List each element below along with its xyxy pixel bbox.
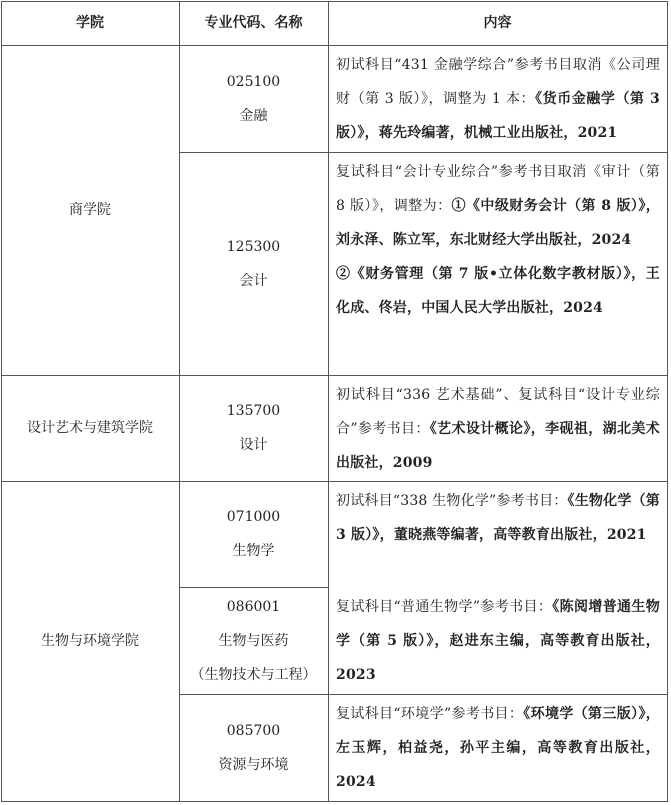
major-cell [179, 45, 328, 152]
major-name-note: （生物技术与工程） [190, 666, 317, 683]
content-paragraph [336, 257, 660, 325]
header-content [328, 1, 667, 45]
major-cell [179, 481, 328, 587]
content-cell [336, 484, 660, 552]
reference-book: 《艺术设计概论》，李砚祖，湖北美术出版社，2009 [336, 421, 661, 471]
content-text: 初试科目“336 艺术基础”、复试科目“设计专业综合”参考书目： [336, 387, 660, 437]
content-paragraph [336, 484, 660, 552]
college-name: 生物与环境学院 [41, 633, 139, 649]
content-text: 复试科目“普通生物学”参考书目： [336, 599, 553, 615]
major-code: 025100 [226, 73, 281, 90]
table-border-bottom [1, 801, 668, 802]
major-name: 生物与医药 [218, 632, 289, 649]
major-code: 125300 [226, 238, 281, 255]
college-cell [1, 375, 179, 481]
major-cell [179, 694, 328, 801]
header-college-label: 学院 [76, 15, 104, 31]
major-code: 135700 [226, 403, 281, 419]
reference-book: ②《财务管理（第 7 版•立体化数字教材版）》，王化成、佟岩，中国人民大学出版社，2024 [336, 266, 660, 316]
college-cell [1, 45, 179, 375]
reference-book: 《环境学（第三版）》，左玉辉，柏益尧，孙平主编，高等教育出版社，2024 [336, 706, 660, 790]
header-content-label: 内容 [483, 15, 512, 31]
major-cell [179, 152, 328, 375]
header-college [1, 1, 179, 45]
table-border-right [667, 1, 668, 802]
major-cell [179, 587, 328, 694]
content-paragraph [336, 48, 660, 150]
reference-book: 《生物化学（第 3 版）》，董晓燕等编著，高等教育出版社，2021 [336, 493, 660, 543]
college-cell [1, 481, 179, 801]
major-name: 会计 [239, 272, 268, 289]
major-name: 资源与环境 [218, 756, 289, 773]
reference-book: 《陈阅增普通生物学（第 5 版）》，赵进东主编，高等教育出版社，2023 [336, 599, 660, 683]
content-paragraph [336, 155, 660, 257]
major-code: 086001 [226, 598, 281, 615]
content-cell [336, 155, 660, 325]
content-paragraph [336, 590, 660, 692]
column-divider [328, 1, 329, 802]
major-name: 生物学 [232, 543, 275, 559]
content-cell [336, 48, 660, 150]
major-cell [179, 375, 328, 481]
content-text: 初试科目“431 金融学综合”参考书目取消《公司理财（第 3 版）》，调整为 1 本： [336, 57, 660, 107]
content-text: 复试科目“会计专业综合”参考书目取消《审计（第 8 版）》，调整为： [336, 164, 660, 214]
content-paragraph [336, 697, 660, 799]
college-name: 设计艺术与建筑学院 [27, 420, 153, 436]
reference-book: ①《中级财务会计（第 8 版）》，刘永泽、陈立军，东北财经大学出版社，2024 [336, 198, 660, 248]
content-paragraph [336, 378, 660, 480]
content-text: 初试科目“338 生物化学”参考书目： [336, 493, 568, 509]
header-major [179, 1, 328, 45]
header-major-label: 专业代码、名称 [204, 15, 303, 31]
major-name: 金融 [239, 107, 268, 124]
major-code: 085700 [226, 722, 281, 739]
content-text: 复试科目“环境学”参考书目： [336, 706, 524, 722]
content-cell [336, 697, 660, 799]
content-cell [336, 378, 660, 480]
major-name: 设计 [239, 437, 268, 453]
major-code: 071000 [226, 509, 281, 525]
content-cell [336, 590, 660, 692]
college-name: 商学院 [69, 202, 111, 218]
reference-book: 《货币金融学（第 3 版）》，蒋先玲编著，机械工业出版社，2021 [336, 91, 660, 141]
